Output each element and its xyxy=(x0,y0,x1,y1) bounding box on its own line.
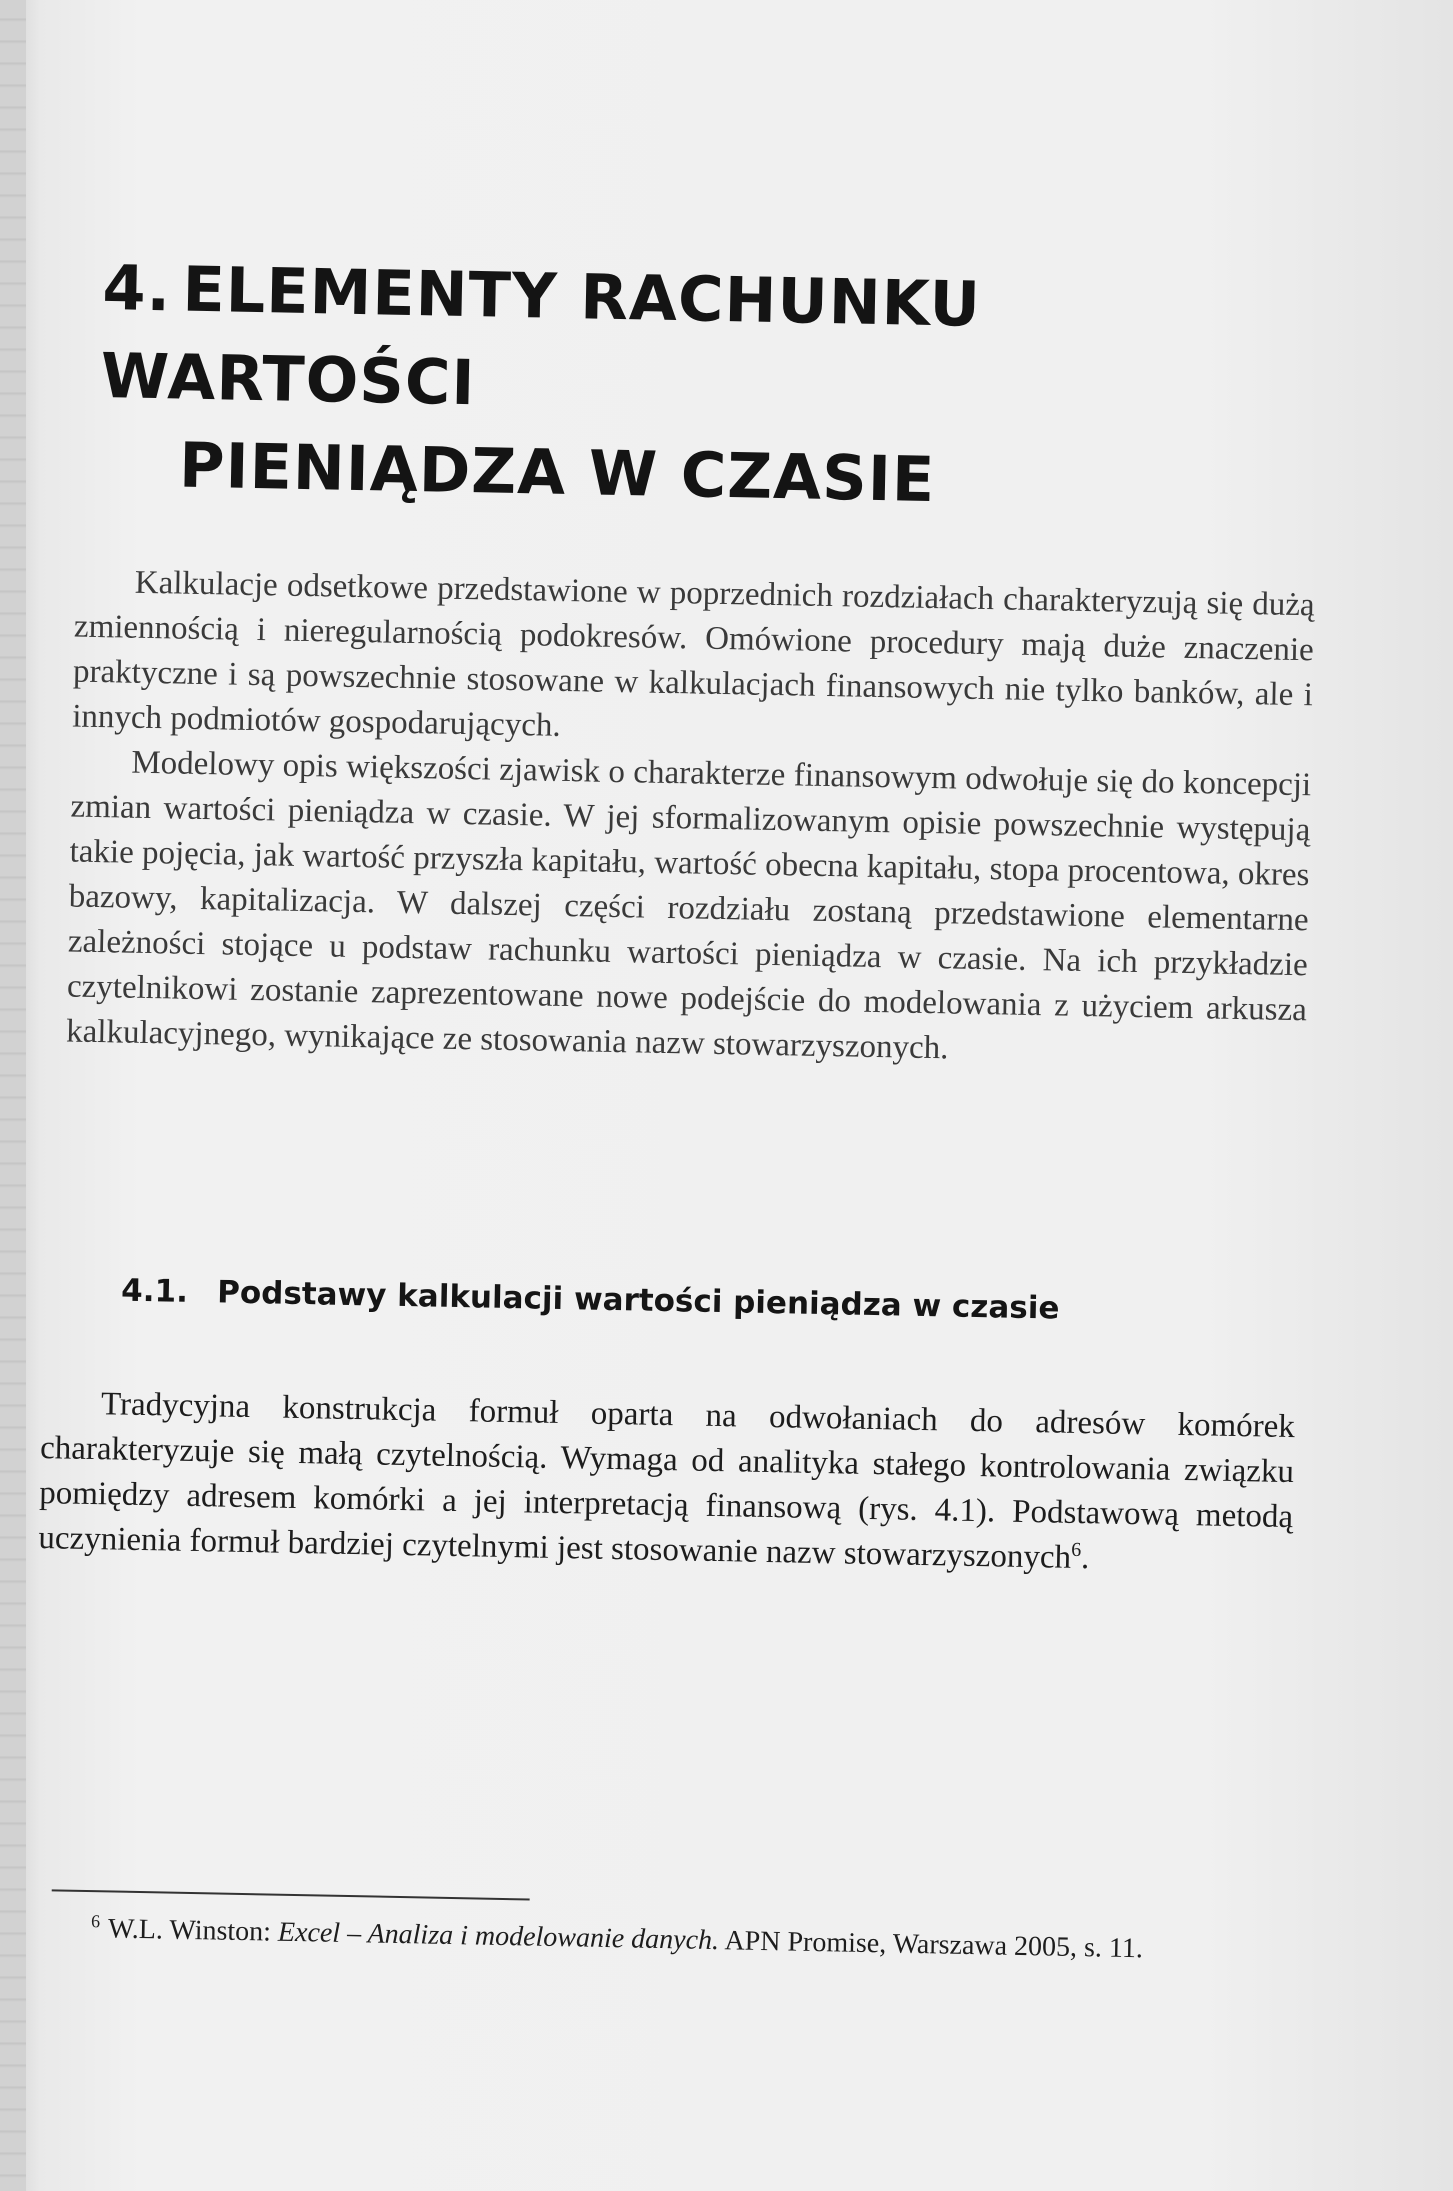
footnote-book-title: Excel – Analiza i modelowanie danych. xyxy=(277,1916,720,1957)
chapter-title-line2: PIENIĄDZA W CZASIE xyxy=(178,428,936,517)
section-text xyxy=(38,1381,1295,1585)
chapter-title-line1: ELEMENTY RACHUNKU WARTOŚCI xyxy=(100,252,982,420)
intro-paragraph-1: Kalkulacje odsetkowe przedstawione w poprzednich rozdziałach charakteryzują się dużą zmiennością i nieregularnością podokresów. Omówione procedury mają duże znaczenie praktyczne i są powszechnie stosowane w kalkulacjach finansowych nie tylko banków, ale i innych podmiotów gospodarujących. xyxy=(71,564,1315,744)
section-paragraph xyxy=(38,1381,1295,1585)
section-paragraph-text: Tradycyjna konstrukcja formuł oparta na odwołaniach do adresów komórek charakteryzuje się małą czytelnością. Wymaga od analityka stałego kontrolowania związku pomiędzy adresem komórki a jej interpretacją finansową (rys. 4.1). Podstawową metodą uczynienia formuł bardziej czytelnymi jest stosowanie nazw stowarzyszonych xyxy=(38,1386,1296,1576)
chapter-number: 4. xyxy=(101,251,172,326)
footnote xyxy=(27,1909,1287,1971)
section-heading xyxy=(121,1271,1222,1332)
footnote-reference[interactable]: 6 xyxy=(1070,1538,1082,1562)
footnote-author: W.L. Winston: xyxy=(107,1913,279,1948)
section-paragraph-end: . xyxy=(1080,1540,1090,1577)
intro-text xyxy=(66,560,1315,1079)
footnote-marker: 6 xyxy=(90,1910,101,1931)
chapter-title xyxy=(98,244,1223,529)
section-number: 4.1. xyxy=(120,1272,189,1310)
intro-paragraph-2: Modelowy opis większości zjawisk o charakterze finansowym odwołuje się do koncepcji zmian wartości pieniądza w czasie. W jej sformalizowanym opisie powszechnie występują takie pojęcia, jak wartość przyszła kapitału, wartość obecna kapitału, stopa procentowa, okres bazowy, kapitalizacja. W dalszej części rozdziału zostaną przedstawione elementarne zależności stojące u podstaw rachunku wartości pieniądza w czasie. Na ich przykładzie czytelnikowi zostanie zaprezentowane nowe podejście do modelowania z użyciem arkusza kalkulacyjnego, wynikające ze stosowania nazw stowarzyszonych. xyxy=(65,744,1312,1067)
footnote-publisher: APN Promise, Warszawa 2005, s. 11. xyxy=(718,1925,1144,1965)
footnote-divider xyxy=(52,1889,530,1900)
section-title: Podstawy kalkulacji wartości pieniądza w czasie xyxy=(216,1274,1060,1327)
